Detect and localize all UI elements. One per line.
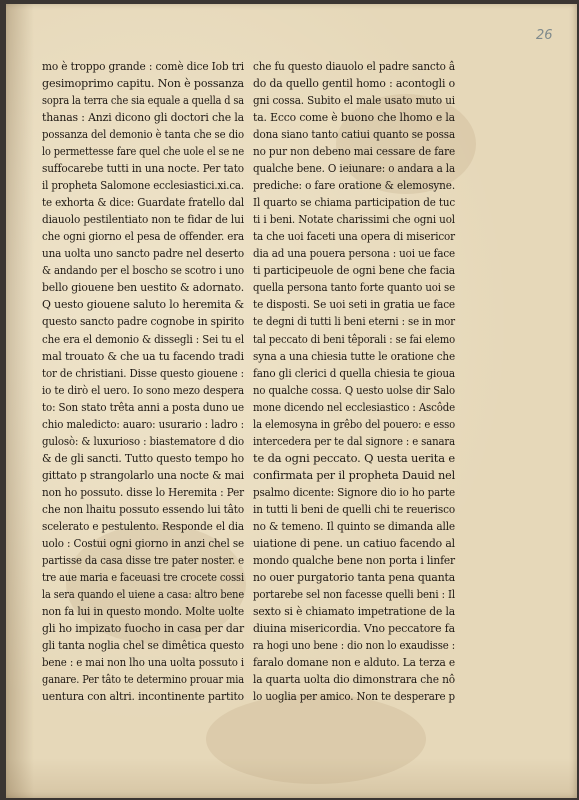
- right-column-line: ti participeuole de ogni bene che facia: [253, 263, 455, 278]
- right-column-line: no ouer purgatorio tanta pena quanta: [253, 569, 455, 584]
- left-column-line: suffocarebe tutti in una nocte. Per tato: [42, 161, 244, 176]
- right-column-line: dia ad una pouera persona : uoi ue face: [253, 246, 455, 261]
- left-column-line: che ogni giorno el pesa de offender. era: [42, 229, 244, 244]
- right-column-line: sexto si è chiamato impetratione de la: [253, 604, 455, 618]
- left-column-line: lo permettesse fare quel che uole el se ne: [42, 144, 244, 159]
- right-column-line: faralo domane non e alduto. La terza e: [253, 655, 455, 670]
- left-column-line: gli ho impizato fuocho in casa per dar: [42, 621, 244, 636]
- left-column-line: che non lhaitu possuto essendo lui tâto: [42, 501, 244, 516]
- right-column-line: ti i beni. Notate charissimi che ogni uol: [253, 212, 455, 227]
- folio-number: 26: [536, 28, 553, 43]
- right-column-line: no qualche cossa. Q uesto uolse dir Salo: [253, 382, 455, 397]
- right-column-line: psalmo dicente: Signore dio io ho parte: [253, 484, 455, 499]
- left-column-line: & de gli sancti. Tutto questo tempo ho: [42, 450, 244, 465]
- right-column-line: dona siano tanto catiui quanto se possa: [253, 127, 455, 142]
- right-column-line: uiatione di pene. un catiuo facendo al: [253, 535, 455, 550]
- left-column-line: Q uesto giouene saluto lo heremita &: [42, 297, 244, 312]
- left-column-line: io te dirò el uero. Io sono mezo despera: [42, 382, 244, 397]
- left-column-line: diauolo pestilentiato non te fidar de lui: [42, 212, 244, 227]
- right-column-line: te disposti. Se uoi seti in gratia ue face: [253, 297, 455, 312]
- left-column-line: non fa lui in questo mondo. Molte uolte: [42, 604, 244, 618]
- right-column-line: lo uoglia per amico. Non te desperare p: [253, 689, 455, 704]
- left-column-line: to: Son stato trêta anni a posta duno ue: [42, 399, 244, 414]
- right-column-line: che fu questo diauolo el padre sancto â: [253, 59, 455, 73]
- right-column-line: fano gli clerici d quella chiesia te gioua: [253, 365, 455, 380]
- right-column-line: quella persona tanto forte quanto uoi se: [253, 280, 455, 295]
- left-column-line: uolo : Costui ogni giorno in anzi chel se: [42, 535, 244, 550]
- right-column-line: ra hogi uno bene : dio non lo exaudisse :: [253, 638, 455, 653]
- right-column-line: ta che uoi faceti una opera di misericor: [253, 229, 455, 244]
- left-column-line: & andando per el boscho se scotro i uno: [42, 263, 244, 278]
- left-column-line: bello giouene ben uestito & adornato.: [42, 280, 244, 295]
- left-column-line: gittato p strangolarlo una nocte & mai: [42, 467, 244, 482]
- right-column-line: confirmata per il propheta Dauid nel: [253, 467, 455, 482]
- left-column-line: sopra la terra che sia equale a quella d sa: [42, 93, 244, 108]
- right-column-line: te degni di tutti li beni eterni : se in mor: [253, 314, 455, 329]
- left-column-line: possanza del demonio è tanta che se dio: [42, 127, 244, 142]
- left-column-line: una uolta uno sancto padre nel deserto: [42, 246, 244, 261]
- left-column-line: gli tanta noglia chel se dimêtica questo: [42, 638, 244, 653]
- left-column-line: bene : e mai non lho una uolta possuto i: [42, 655, 244, 670]
- left-column-line: thanas : Anzi dicono gli doctori che la: [42, 110, 244, 125]
- left-column-line: gesimoprimo capitu. Non è possanza: [42, 76, 244, 91]
- left-column-line: tre aue maria e faceuasi tre crocete cossi: [42, 569, 244, 584]
- left-column-line: mal trouato & che ua tu facendo tradi: [42, 348, 244, 363]
- left-column-line: il propheta Salomone ecclesiastici.xi.ca.: [42, 178, 244, 193]
- right-column-line: syna a una chiesia tutte le oratione che: [253, 348, 455, 363]
- left-column-line: scelerato e pestulento. Responde el dia: [42, 518, 244, 533]
- left-column-line: uentura con altri. incontinente partito: [42, 689, 244, 704]
- left-column-line: la sera quando el uiene a casa: altro bene: [42, 586, 244, 601]
- right-column-line: do da quello gentil homo : acontogli o: [253, 76, 455, 91]
- right-column-line: tal peccato di beni têporali : se fai elemo: [253, 331, 455, 346]
- right-column-line: prediche: o fare oratione & elemosyne.: [253, 178, 455, 193]
- right-column-line: intercedera per te dal signore : e sanara: [253, 433, 455, 448]
- right-column-line: no & temeno. Il quinto se dimanda alle: [253, 518, 455, 533]
- right-column-line: la quarta uolta dio dimonstrara che nô: [253, 672, 455, 687]
- paper-stain: [206, 694, 426, 784]
- left-column-line: te exhorta & dice: Guardate fratello dal: [42, 195, 244, 210]
- left-text-column: [42, 58, 246, 705]
- right-text-column: [253, 58, 457, 705]
- right-column-line: ta. Ecco come è buono che lhomo e la: [253, 110, 455, 125]
- left-column-line: chio maledicto: auaro: usurario : ladro :: [42, 416, 244, 431]
- right-column-line: gni cossa. Subito el male usato muto ui: [253, 93, 455, 108]
- right-column-line: Il quarto se chiama participation de tuc: [253, 195, 455, 210]
- right-column-line: in tutti li beni de quelli chi te reuerisco: [253, 501, 455, 516]
- right-column-line: diuina misericordia. Vno peccatore fa: [253, 621, 455, 636]
- right-column-line: mondo qualche bene non porta i linfer: [253, 552, 455, 567]
- left-column-line: che era el demonio & dissegli : Sei tu el: [42, 331, 244, 346]
- left-column-line: ganare. Per tâto te determino prouar mia: [42, 672, 244, 687]
- right-column-line: mone dicendo nel ecclesiastico : Ascôde: [253, 399, 455, 414]
- left-column-line: questo sancto padre cognobe in spirito: [42, 314, 244, 329]
- right-column-line: te da ogni peccato. Q uesta uerita e: [253, 450, 455, 465]
- left-column-line: tor de christiani. Disse questo giouene :: [42, 365, 244, 380]
- left-column-line: mo è troppo grande : comè dice Iob tri: [42, 59, 244, 73]
- right-column-line: la elemosyna in grêbo del pouero: e esso: [253, 416, 455, 431]
- left-column-line: partisse da casa disse tre pater noster. e: [42, 552, 244, 567]
- right-column-line: qualche bene. O ieiunare: o andara a la: [253, 161, 455, 176]
- left-column-line: non ho possuto. disse lo Heremita : Per: [42, 484, 244, 499]
- left-column-line: gulosò: & luxurioso : biastematore d dio: [42, 433, 244, 448]
- right-column-line: portarebe sel non facesse quelli beni : Il: [253, 586, 455, 601]
- right-column-line: no pur non debeno mai cessare de fare: [253, 144, 455, 159]
